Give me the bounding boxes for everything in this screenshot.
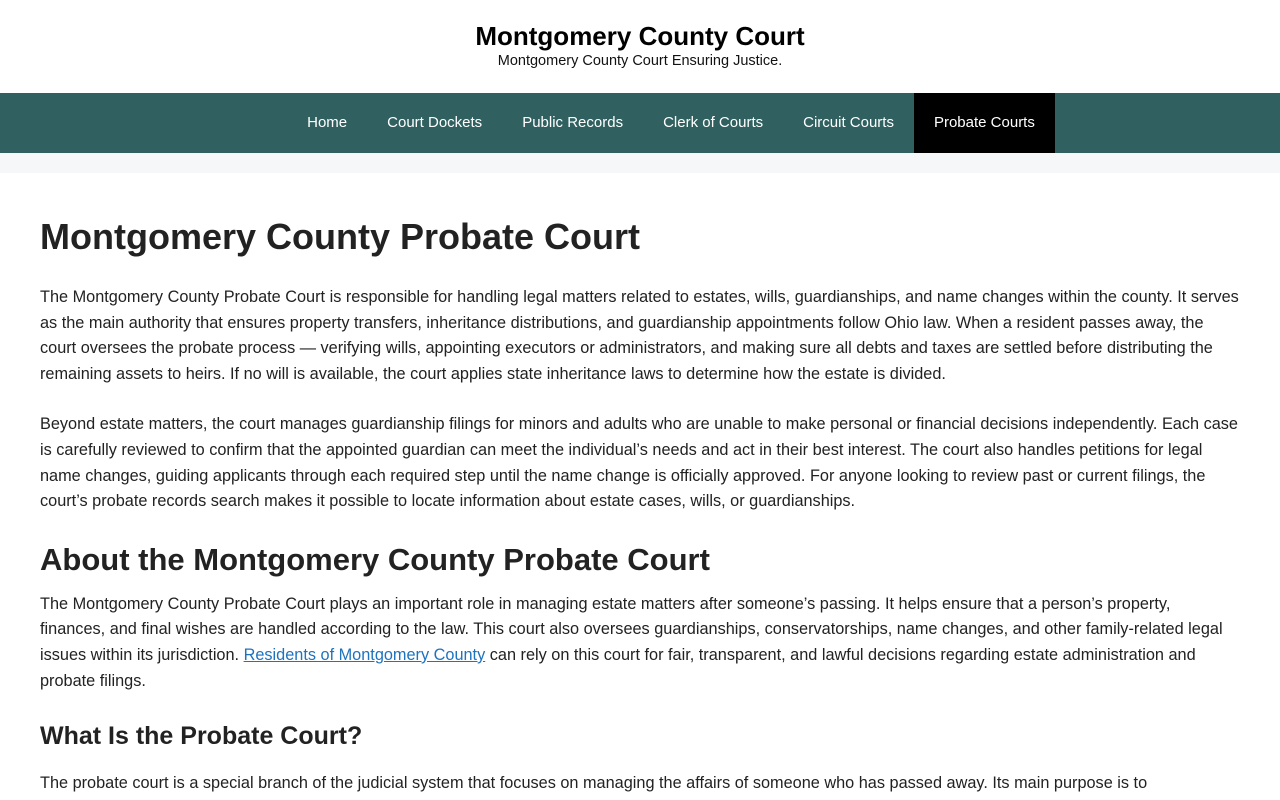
nav-home[interactable]: Home: [307, 114, 348, 131]
site-header: [0, 0, 1280, 93]
nav-public-records[interactable]: Public Records: [522, 114, 624, 131]
site-tagline: Montgomery County Court Ensuring Justice.: [497, 53, 783, 69]
main-nav: [0, 93, 1280, 153]
what-is-heading: What Is the Probate Court?: [40, 722, 363, 751]
what-is-paragraph: The probate court is a special branch of the judicial system that focuses on managing the affairs of someone who has passed away. Its main purpose is to: [40, 774, 1148, 793]
nav-probate-courts[interactable]: Probate Courts: [914, 93, 1055, 153]
main-content: [0, 215, 1280, 797]
about-text-end: can rely on this court for fair, transparent, and lawful decisions regarding estate administration and probate filings.: [40, 645, 1196, 690]
about-heading: About the Montgomery County Probate Court: [40, 541, 710, 577]
residents-link[interactable]: Residents of Montgomery County: [243, 645, 486, 664]
nav-circuit-courts[interactable]: Circuit Courts: [803, 114, 894, 131]
intro-paragraph-2: Beyond estate matters, the court manages guardianship filings for minors and adults who are unable to make personal or financial decisions independently. Each case is carefully reviewed to confirm that the appointed guardian can meet the individual’s needs and act in their best interest. The court also handles petitions for legal name changes, guiding applicants through each required step until the name change is officially approved. For anyone looking to review past or current filings, the court’s probate records search makes it possible to locate information about estate cases, wills, or guardianships.: [40, 415, 1238, 511]
page-title: Montgomery County Probate Court: [40, 216, 640, 257]
about-paragraph: [40, 592, 1240, 694]
nav-court-dockets[interactable]: Court Dockets: [387, 114, 483, 131]
about-text-start: The Montgomery County Probate Court plays an important role in managing estate matters after someone’s passing. It helps ensure that a person’s property, finances, and final wishes are handled according to the law. This court also oversees guardianships, conservatorships, name changes, and other family-related legal issues within its jurisdiction.: [40, 594, 1223, 664]
intro-paragraph-1: The Montgomery County Probate Court is responsible for handling legal matters related to estates, wills, guardianships, and name changes within the county. It serves as the main authority that ensures property transfers, inheritance distributions, and guardianship appointments follow Ohio law. When a resident passes away, the court oversees the probate process — verifying wills, appointing executors or administrators, and making sure all debts and taxes are settled before distributing the remaining assets to heirs. If no will is available, the court applies state inheritance laws to determine how the estate is divided.: [40, 288, 1239, 383]
site-title-link[interactable]: Montgomery County Court: [475, 21, 805, 51]
nav-clerk-of-courts[interactable]: Clerk of Courts: [663, 114, 764, 131]
nav-spacer: [0, 153, 1280, 173]
